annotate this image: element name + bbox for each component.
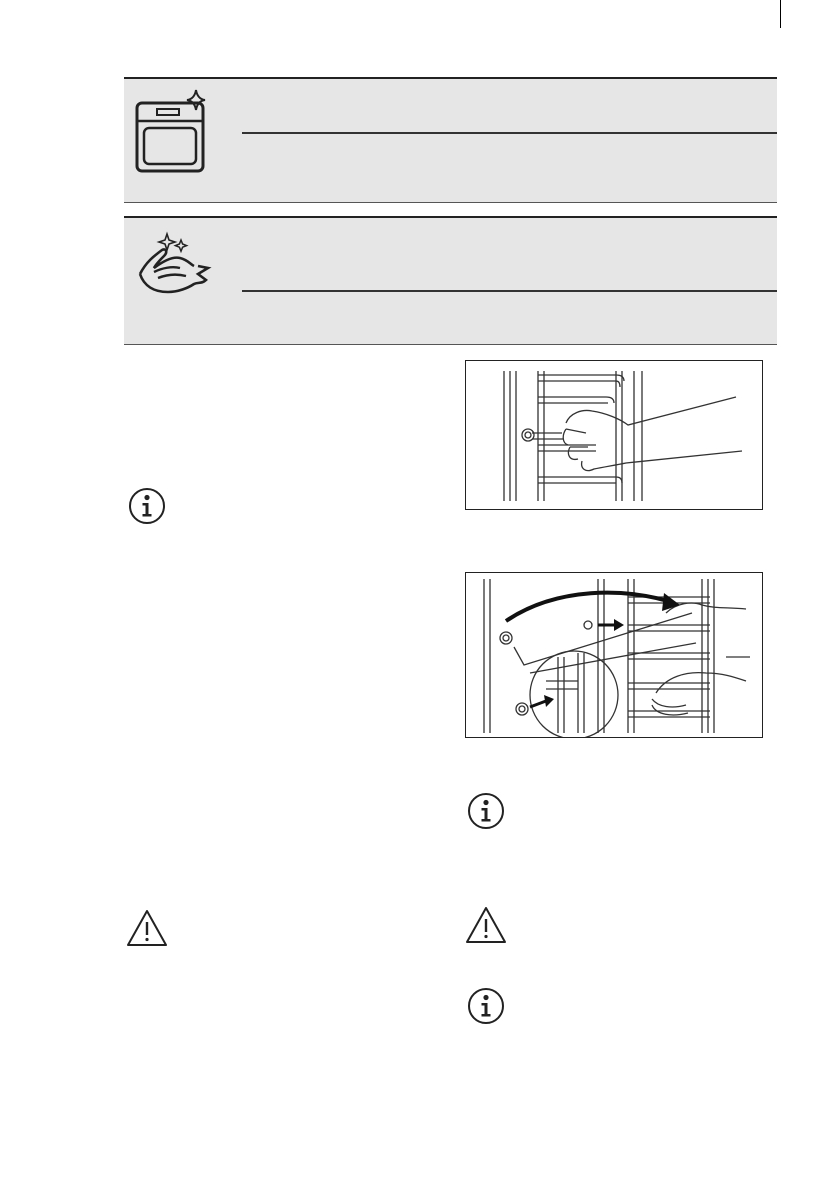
info-icon bbox=[467, 987, 505, 1025]
warning-icon bbox=[125, 908, 169, 948]
oven-clean-icon bbox=[132, 87, 212, 173]
panel-divider bbox=[242, 290, 777, 292]
hand-wipe-panel bbox=[124, 216, 777, 345]
shelf-support-removal-illustration bbox=[465, 360, 763, 510]
warning-icon bbox=[464, 905, 508, 945]
info-icon bbox=[128, 487, 166, 525]
shelf-support-install-illustration bbox=[465, 572, 763, 738]
oven-cleaning-panel bbox=[124, 77, 777, 203]
info-icon bbox=[467, 792, 505, 830]
hand-wipe-icon bbox=[132, 228, 216, 304]
crop-mark bbox=[780, 0, 781, 28]
panel-divider bbox=[242, 132, 777, 134]
